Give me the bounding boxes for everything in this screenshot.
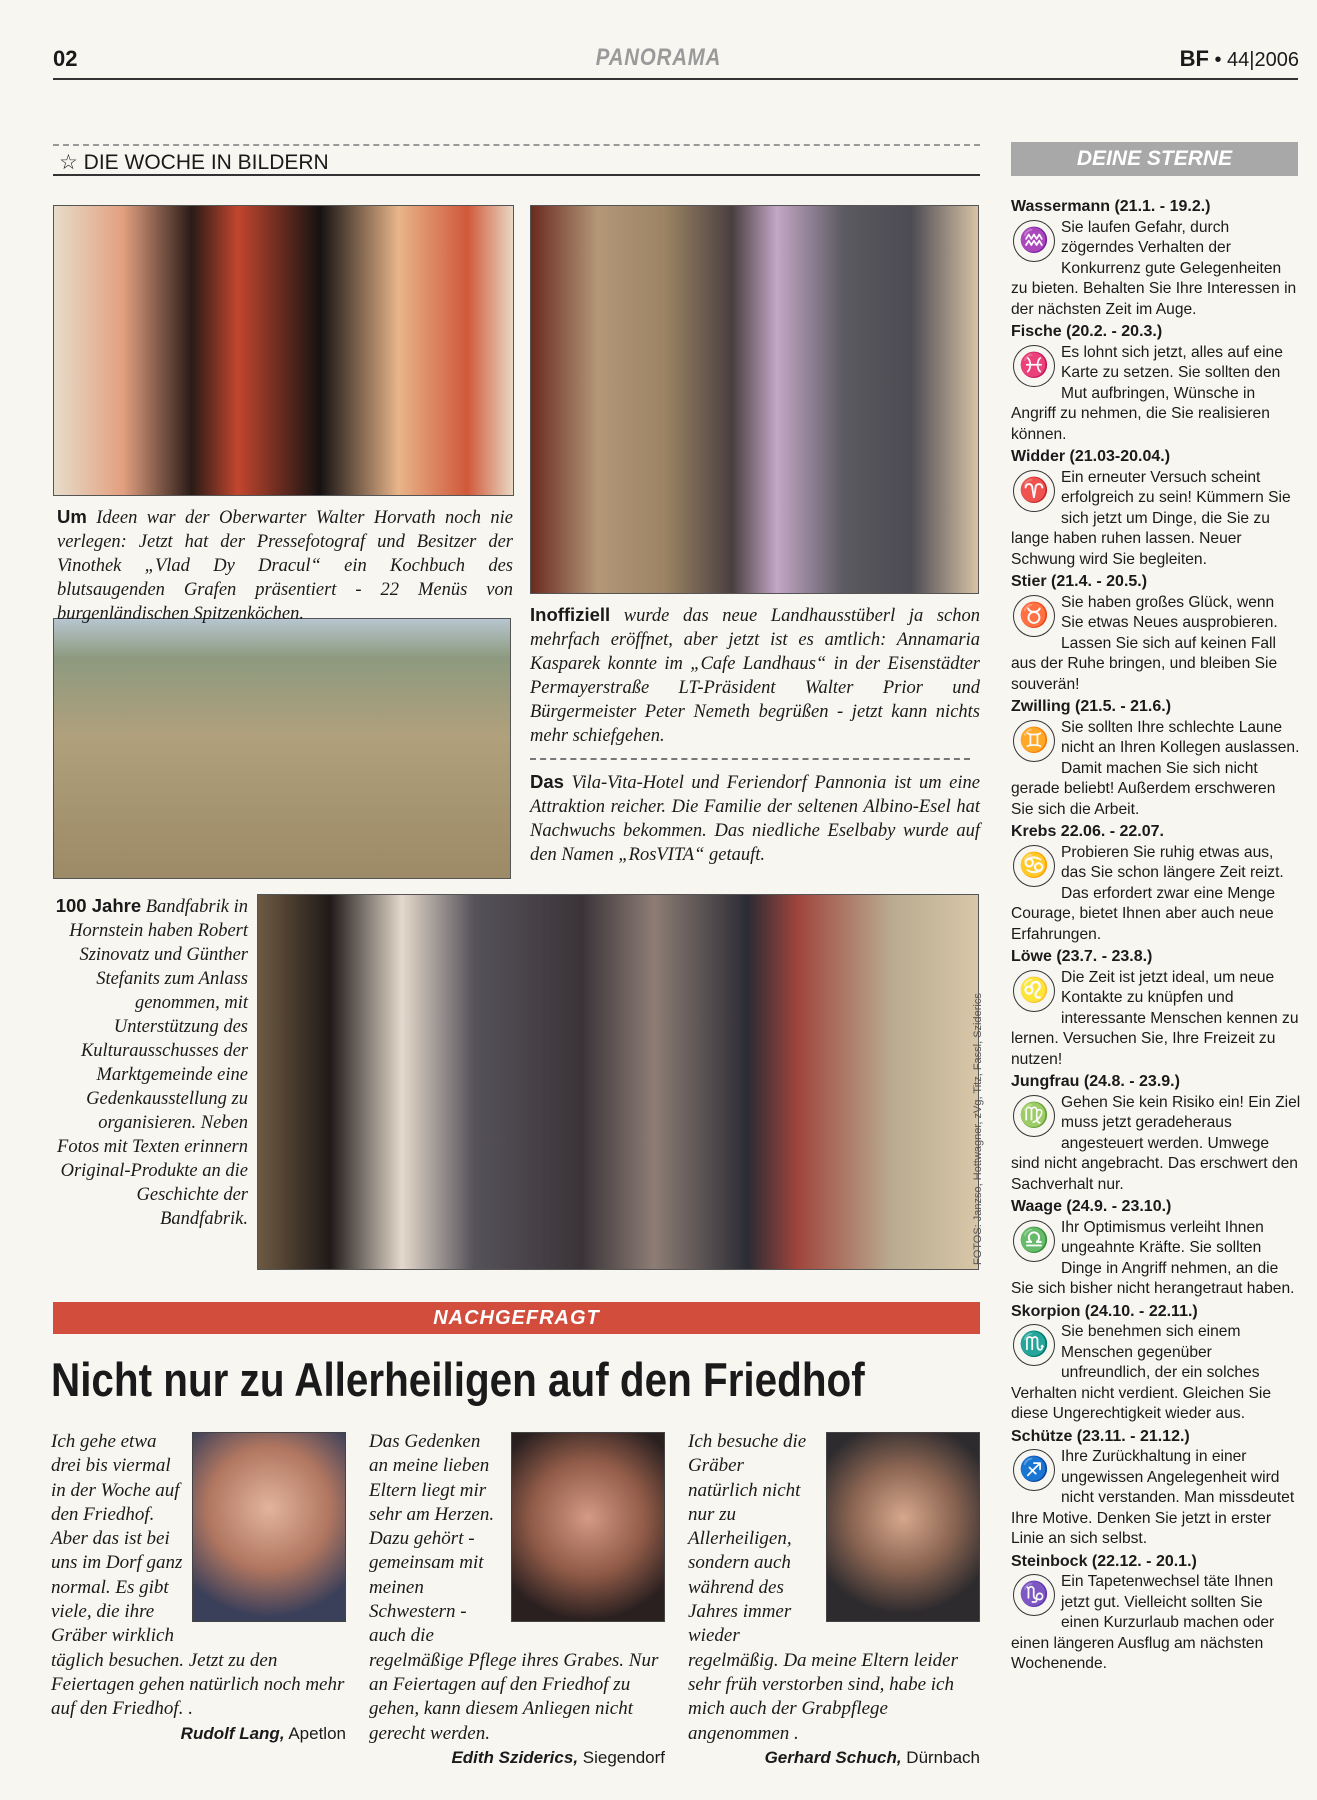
sign-text: Die Zeit ist jetzt ideal, um neue Kontakte zu knüpfen und interessante Menschen kennen zu lernen. Versuchen Sie, Ihre Freizeit zu nutzen! xyxy=(1011,968,1299,1068)
zodiac-icon: ♋ xyxy=(1013,845,1055,887)
quote-gerhard-schuch: Ich besuche die Gräber natürlich nicht nur zu Allerheiligen, sondern auch während des Jahres immer wieder regelmäßig. Da meine Eltern leider sehr früh verstorben sind, habe ich mich auch der Grabpflege angenommen . Gerhard Schuch, Dürnbach xyxy=(688,1430,980,1770)
section-header-title: DIE WOCHE IN BILDERN xyxy=(83,151,329,174)
section-header xyxy=(53,144,980,176)
sign-text: Sie benehmen sich einem Menschen gegenüber unfreundlich, der ein solches Verhalten nicht verdient. Gleichen Sie diese Ungerechtigkeit wieder aus. xyxy=(1011,1323,1272,1422)
horoscope-sign xyxy=(1011,1302,1301,1425)
headline: Nicht nur zu Allerheiligen auf den Friedhof xyxy=(51,1353,865,1406)
caption-landhaus: Inoffiziell wurde das neue Landhausstüberl ja schon mehrfach eröffnet, aber jetzt ist es amtlich: Annamaria Kasparek konnte im „Cafe Landhaus“ in der Eisenstädter Permayerstraße LT-Präsident Walter Prior und Bürgermeister Peter Nemeth begrüßen - jetzt kann nichts mehr schiefgehen. xyxy=(530,604,980,746)
horoscope-title: DEINE STERNE xyxy=(1011,142,1298,176)
photo-horvath-cookbook xyxy=(53,205,514,496)
portrait-photo xyxy=(192,1432,346,1622)
photo-albino-donkeys xyxy=(53,618,511,879)
sign-text: Ihre Zurückhaltung in einer ungewissen Angelegenheit wird nicht verstanden. Man missdeutet Ihre Motive. Denken Sie jetzt in erster Linie an sich selbst. xyxy=(1011,1448,1295,1547)
quote-signature: Edith Sziderics, Siegendorf xyxy=(451,1747,665,1767)
sign-name: Löwe (23.7. - 23.8.) xyxy=(1011,948,1153,965)
issue-year: 2006 xyxy=(1254,49,1299,71)
zodiac-icon: ♒ xyxy=(1013,220,1055,262)
sign-name: Schütze (23.11. - 21.12.) xyxy=(1011,1427,1190,1445)
divider xyxy=(530,758,970,760)
horoscope-list xyxy=(1011,195,1301,1675)
header-rule xyxy=(53,78,1298,80)
caption-horvath: Um Ideen war der Oberwarter Walter Horvath noch nie verlegen: Jetzt hat der Pressefotograf und Besitzer der Vinothek „Vlad Dy Dracul“ ein Kochbuch des blutsaugenden Grafen präsentiert - 22 Menüs von burgenländischen Spitzenköchen. xyxy=(57,506,513,624)
sign-name: Skorpion (24.10. - 22.11.) xyxy=(1011,1302,1198,1320)
photo-bandfabrik-exhibition xyxy=(257,894,979,1270)
issue-number: 44 xyxy=(1227,49,1250,71)
sign-text: Sie haben großes Glück, wenn Sie etwas Neues ausprobieren. Lassen Sie sich auf keinen Fall aus der Ruhe bringen, und bleiben Sie souverän! xyxy=(1011,593,1278,693)
sign-text: Ein Tapetenwechsel täte Ihnen jetzt gut. Vielleicht sollten Sie einen Kurzurlaub machen oder einen längeren Ausflug am nächsten Wochenende. xyxy=(1011,1573,1275,1672)
horoscope-sign xyxy=(1011,322,1301,445)
sign-name: Krebs 22.06. - 22.07. xyxy=(1011,823,1164,840)
horoscope-sign xyxy=(1011,197,1301,320)
zodiac-icon: ♌ xyxy=(1013,970,1055,1012)
paper-name: BF xyxy=(1179,46,1209,71)
sign-text: Probieren Sie ruhig etwas aus, das Sie schon längere Zeit reizt. Das erfordert zwar eine Menge Courage, bietet Ihnen aber auch neue Erfahrungen. xyxy=(1011,843,1284,943)
sign-name: Wassermann (21.1. - 19.2.) xyxy=(1011,198,1211,215)
sign-text: Es lohnt sich jetzt, alles auf eine Karte zu setzen. Sie sollten den Mut aufbringen, Wünsche in Angriff zu nehmen, die Sie realisieren können. xyxy=(1011,343,1283,443)
sign-name: Widder (21.03-20.04.) xyxy=(1011,448,1171,465)
quote-rudolf-lang: Ich gehe etwa drei bis viermal in der Woche auf den Friedhof. Aber das ist bei uns im Dorf ganz normal. Es gibt viele, die ihre Gräber wirklich täglich besuchen. Jetzt zu den Feiertagen gehen natürlich noch mehr auf den Friedhof. . Rudolf Lang, Apetlon xyxy=(51,1430,346,1746)
issue-info: BF • 44|2006 xyxy=(1179,46,1299,71)
star-icon: ☆ xyxy=(59,151,78,174)
horoscope-sign xyxy=(1011,1072,1301,1195)
zodiac-icon: ♊ xyxy=(1013,720,1055,762)
section-title: PANORAMA xyxy=(595,44,722,71)
caption-bandfabrik: 100 Jahre Bandfabrik in Hornstein haben Robert Szinovatz und Günther Stefanits zum Anlass genommen, mit Unterstützung des Kulturausschusses der Marktgemeinde eine Gedenkausstellung zu organisieren. Neben Fotos mit Texten erinnern Original-Produkte an die Geschichte der Bandfabrik. xyxy=(55,895,248,1229)
quote-edith-sziderics: Das Gedenken an meine lieben Eltern liegt mir sehr am Herzen. Dazu gehört - gemeinsam mit meinen Schwestern - auch die regelmäßige Pflege ihres Grabes. Nur an Feiertagen auf den Friedhof zu gehen, kann diesem Anliegen nicht gerecht werden. Edith Sziderics, Siegendorf xyxy=(369,1430,665,1770)
horoscope-sign xyxy=(1011,947,1301,1070)
photo-credit: FOTOS: Janzso, Hottwagner, zVg, Titz, Fassl, Sziderics xyxy=(972,993,984,1265)
zodiac-icon: ♐ xyxy=(1013,1449,1055,1491)
horoscope-sign xyxy=(1011,822,1301,945)
zodiac-icon: ♑ xyxy=(1013,1574,1055,1616)
sign-name: Steinbock (22.12. - 20.1.) xyxy=(1011,1552,1197,1570)
zodiac-icon: ♉ xyxy=(1013,595,1055,637)
zodiac-icon: ♈ xyxy=(1013,470,1055,512)
portrait-photo xyxy=(826,1432,980,1622)
zodiac-icon: ♏ xyxy=(1013,1324,1055,1366)
zodiac-icon: ♓ xyxy=(1013,345,1055,387)
sign-name: Jungfrau (24.8. - 23.9.) xyxy=(1011,1073,1180,1090)
zodiac-icon: ♎ xyxy=(1013,1220,1055,1262)
sign-text: Sie laufen Gefahr, durch zögerndes Verhalten der Konkurrenz gute Gelegenheiten zu bieten. Behalten Sie Ihre Interessen in der nächsten Zeit im Auge. xyxy=(1011,218,1297,318)
quote-signature: Gerhard Schuch, Dürnbach xyxy=(764,1747,980,1767)
sign-name: Stier (21.4. - 20.5.) xyxy=(1011,573,1148,590)
sign-name: Waage (24.9. - 23.10.) xyxy=(1011,1198,1172,1215)
sign-text: Ein erneuter Versuch scheint erfolgreich zu sein! Kümmern Sie sich jetzt um Dinge, die Sie zu lange haben ruhen lassen. Neuer Schwung wird Sie begleiten. xyxy=(1011,468,1291,568)
horoscope-sign xyxy=(1011,447,1301,570)
quote-signature: Rudolf Lang, Apetlon xyxy=(180,1723,346,1743)
sign-name: Fische (20.2. - 20.3.) xyxy=(1011,323,1163,340)
horoscope-sign xyxy=(1011,1197,1301,1300)
page-number: 02 xyxy=(53,46,78,71)
horoscope-sign xyxy=(1011,1427,1301,1550)
sign-text: Gehen Sie kein Risiko ein! Ein Ziel muss jetzt geradeheraus angesteuert werden. Umwege sind nicht angebracht. Das erschwert den Sachverhalt nur. xyxy=(1011,1093,1301,1193)
nachgefragt-banner: NACHGEFRAGT xyxy=(53,1302,980,1334)
horoscope-sign xyxy=(1011,1552,1301,1675)
sign-name: Zwilling (21.5. - 21.6.) xyxy=(1011,698,1172,715)
caption-donkeys: Das Vila-Vita-Hotel und Feriendorf Pannonia ist um eine Attraktion reicher. Die Familie der seltenen Albino-Esel hat Nachwuchs bekommen. Das niedliche Eselbaby wurde auf den Namen „RosVITA“ getauft. xyxy=(530,771,980,865)
horoscope-sign xyxy=(1011,572,1301,695)
horoscope-sign xyxy=(1011,697,1301,820)
sign-text: Sie sollten Ihre schlechte Laune nicht an Ihren Kollegen auslassen. Damit machen Sie sich nicht gerade beliebt! Außerdem erschweren Sie sich die Arbeit. xyxy=(1011,718,1300,818)
portrait-photo xyxy=(511,1432,665,1622)
zodiac-icon: ♍ xyxy=(1013,1095,1055,1137)
photo-cafe-landhaus xyxy=(530,205,979,594)
sign-text: Ihr Optimismus verleiht Ihnen ungeahnte Kräfte. Sie sollten Dinge in Angriff nehmen, an die Sie sich bisher nicht herangetraut haben. xyxy=(1011,1218,1295,1297)
